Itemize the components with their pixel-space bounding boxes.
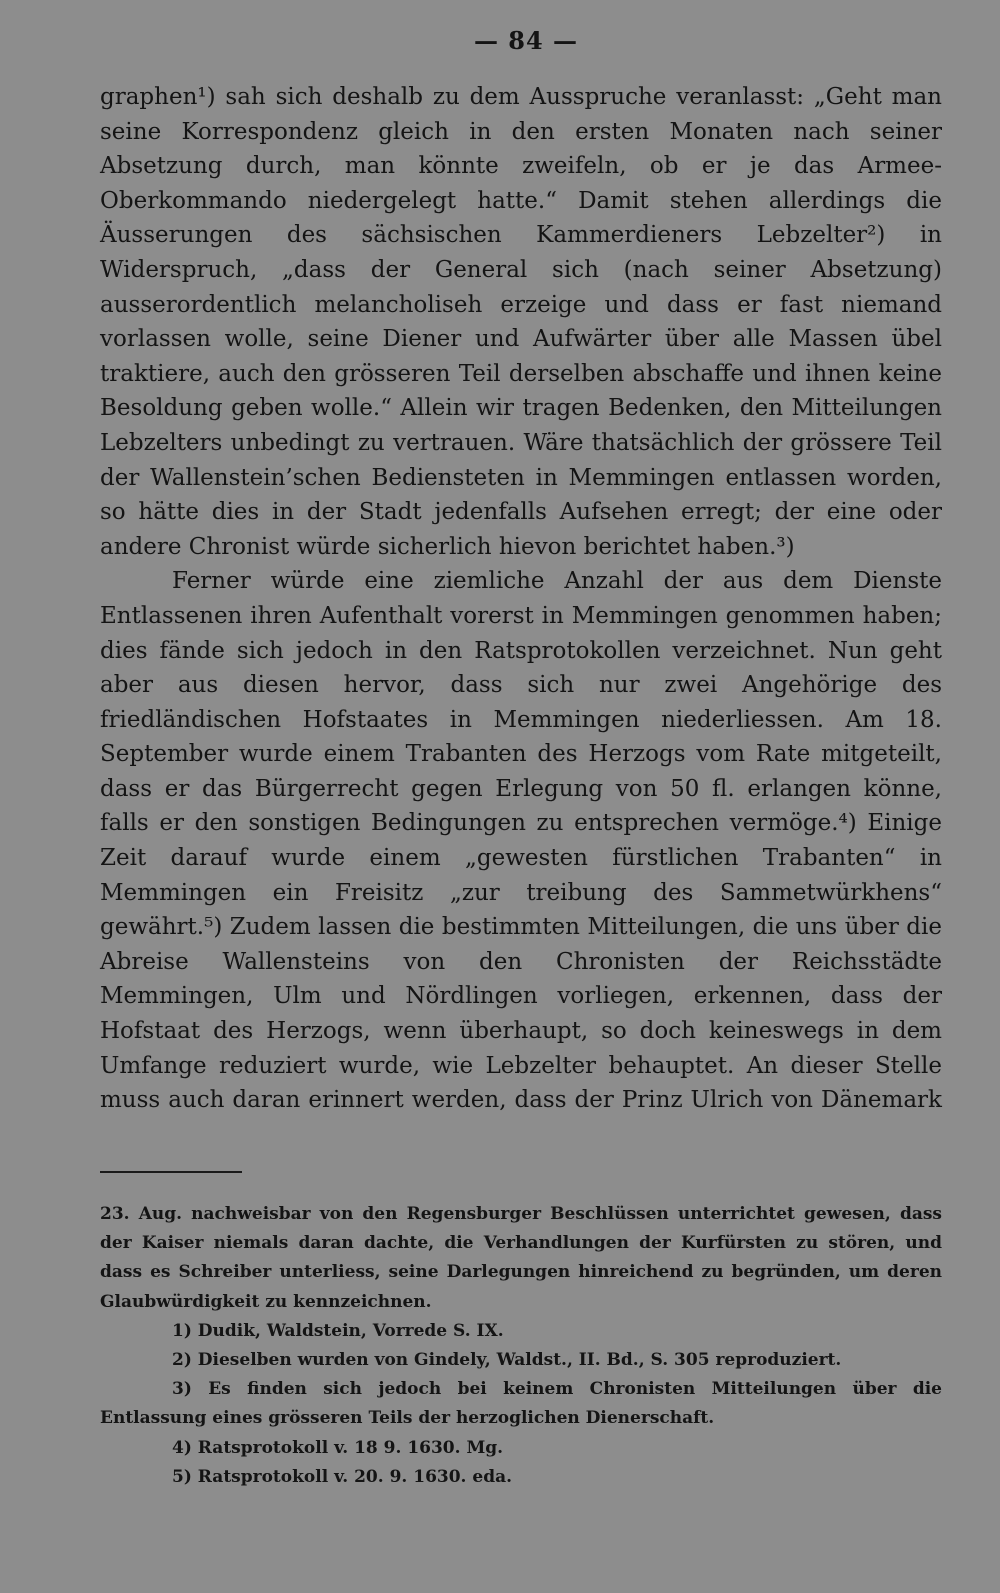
footnote-3: 3) Es finden sich jedoch bei keinem Chronisten Mitteilungen über die Entlassung eines grösseren Teils der herzoglichen Dienerschaft. bbox=[100, 1379, 942, 1429]
main-text bbox=[100, 80, 942, 1118]
page-number: — 84 — bbox=[473, 26, 579, 55]
footnote-5: 5) Ratsprotokoll v. 20. 9. 1630. eda. bbox=[172, 1466, 513, 1487]
footnote-continuation: 23. Aug. nachweisbar von den Regensburger Beschlüssen unterrichtet gewesen, dass der Kaiser niemals daran dachte, die Verhandlungen der Kurfürsten zu stören, und dass es Schreiber unterliess, seine Darlegungen hinreichend zu begründen, um deren Glaubwürdigkeit zu kennzeichnen. bbox=[100, 1204, 942, 1312]
footnotes bbox=[100, 1200, 942, 1492]
paragraph-1: graphen¹) sah sich deshalb zu dem Ausspruche veranlasst: „Geht man seine Korrespondenz gleich in den ersten Monaten nach seiner Absetzung durch, man könnte zweifeln, ob er je das Armee-Oberkommando niedergelegt hatte.“ Damit stehen allerdings die Äusserungen des sächsischen Kammerdieners Lebzelter²) in Widerspruch, „dass der General sich (nach seiner Absetzung) ausserordentlich melancholiseh erzeige und dass er fast niemand vorlassen wolle, seine Diener und Aufwärter über alle Massen übel traktiere, auch den grösseren Teil derselben abschaffe und ihnen keine Besoldung geben wolle.“ Allein wir tragen Bedenken, den Mitteilungen Lebzelters unbedingt zu vertrauen. Wäre thatsächlich der grössere Teil der Wallenstein’schen Bediensteten in Memmingen entlassen worden, so hätte dies in der Stadt jedenfalls Aufsehen erregt; der eine oder andere Chronist würde sicherlich hievon berichtet haben.³) bbox=[100, 84, 942, 560]
footnote-2: 2) Dieselben wurden von Gindely, Waldst., II. Bd., S. 305 reproduziert. bbox=[172, 1350, 842, 1371]
footnote-1: 1) Dudik, Waldstein, Vorrede S. IX. bbox=[172, 1320, 504, 1341]
footnote-4: 4) Ratsprotokoll v. 18 9. 1630. Mg. bbox=[172, 1437, 504, 1458]
footnote-separator bbox=[100, 1171, 242, 1173]
paragraph-2: Ferner würde eine ziemliche Anzahl der aus dem Dienste Entlassenen ihren Aufenthalt vorerst in Memmingen genommen haben; dies fände sich jedoch in den Ratsprotokollen verzeichnet. Nun geht aber aus diesen hervor, dass sich nur zwei Angehörige des friedländischen Hofstaates in Memmingen niederliessen. Am 18. September wurde einem Trabanten des Herzogs vom Rate mitgeteilt, dass er das Bürgerrecht gegen Erlegung von 50 fl. erlangen könne, falls er den sonstigen Bedingungen zu entsprechen vermöge.⁴) Einige Zeit darauf wurde einem „gewesten fürstlichen Trabanten“ in Memmingen ein Freisitz „zur treibung des Sammetwürkhens“ gewährt.⁵) Zudem lassen die bestimmten Mitteilungen, die uns über die Abreise Wallensteins von den Chronisten der Reichsstädte Memmingen, Ulm und Nördlingen vorliegen, erkennen, dass der Hofstaat des Herzogs, wenn überhaupt, so doch keineswegs in dem Umfange reduziert wurde, wie Lebzelter behauptet. An dieser Stelle muss auch daran erinnert werden, dass der Prinz Ulrich von Dänemark bbox=[100, 568, 942, 1114]
